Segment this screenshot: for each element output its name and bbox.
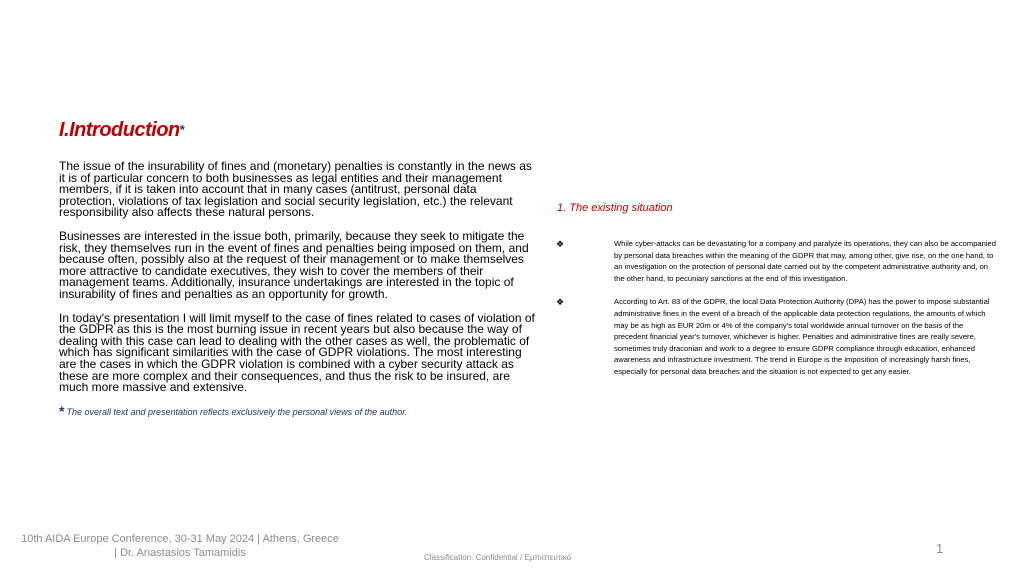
page-number: 1 xyxy=(936,541,944,556)
section-heading: 1. The existing situation xyxy=(557,202,673,214)
bullet-list xyxy=(556,238,996,390)
footer-classification: Classification: Confidential / Εμπιστευτικό xyxy=(424,553,572,562)
intro-paragraph-1: The issue of the insurability of fines and (monetary) penalties is constantly in the news as it is of particular concern to both businesses as legal entities and their management members, if it is taken into account that in many cases (antitrust, personal data protection, violations of tax legislation and social security legislation, etc.) the relevant responsibility also affects these natural persons. xyxy=(59,159,532,220)
footer-conference: 10th AIDA Europe Conference, 30-31 May 2024 | Athens, Greece | Dr. Anastasios Tamamidis xyxy=(21,533,339,559)
diamond-bullet-icon: ❖ xyxy=(556,297,565,308)
author-footnote xyxy=(59,402,535,419)
slide-title-text: I.Introduction xyxy=(59,119,180,141)
intro-paragraph-2: Businesses are interested in the issue both, primarily, because they seek to mitigate the risk, they themselves run in the event of fines and penalties being imposed on them, and because often, possibly also at the request of their management or to make themselves more attractive to candidate executives, they wish to cover the members of their management teams. Additionally, insurance undertakings are interested in the topic of insurability of fines and penalties as an opportunity for growth. xyxy=(59,228,529,301)
bullet-item-1 xyxy=(556,238,996,284)
diamond-bullet-icon: ❖ xyxy=(556,239,565,249)
bullet-item-2 xyxy=(556,296,996,377)
bullet-text-2: According to Art. 83 of the GDPR, the local Data Protection Authority (DPA) has the power to impose substantial administrative fines in the event of a breach of the applicable data protection regulations, the amounts of which may be as high as EUR 20m or 4% of the company's total worldwide annual turnover on the basis of the precedent financial year's turnover, whichever is higher. Penalties and administrative fines are really severe, sometimes truly draconian and work to a degree to ensure GDPR compliance through education, enhanced awareness and infrastructure investment. The trend in Europe is the imposition of increasingly harsh fines, especially for personal data breaches and the situation is not expected to get any easier. xyxy=(614,297,990,376)
title-asterisk: * xyxy=(179,122,185,137)
intro-text-column xyxy=(59,161,535,418)
footnote-text: The overall text and presentation reflects exclusively the personal views of the author. xyxy=(66,406,408,417)
slide-title xyxy=(59,119,184,142)
intro-paragraph-3: In today's presentation I will limit myself to the case of fines related to cases of violation of the GDPR as this is the most burning issue in recent years but also because the way of dealing with this case can lead to dealing with the other cases as well, the problematic of which has significant similarities with the case of GDPR violations. The most interesting are the cases in which the GDPR violation is combined with a cyber security attack as these are more complex and their consequences, and thus the risk to be insured, are much more massive and extensive. xyxy=(59,310,535,395)
footnote-asterisk: * xyxy=(59,402,65,419)
bullet-text-1: While cyber-attacks can be devastating for a company and paralyze its operations, they can also be accompanied by personal data breaches within the meaning of the GDPR that may, among other, give rise, on the one hand, to an investigation on the protection of personal date carried out by the competent administrative authority and, on the other hand, to pecuniary sanctions at the end of this investigation. xyxy=(614,239,997,283)
